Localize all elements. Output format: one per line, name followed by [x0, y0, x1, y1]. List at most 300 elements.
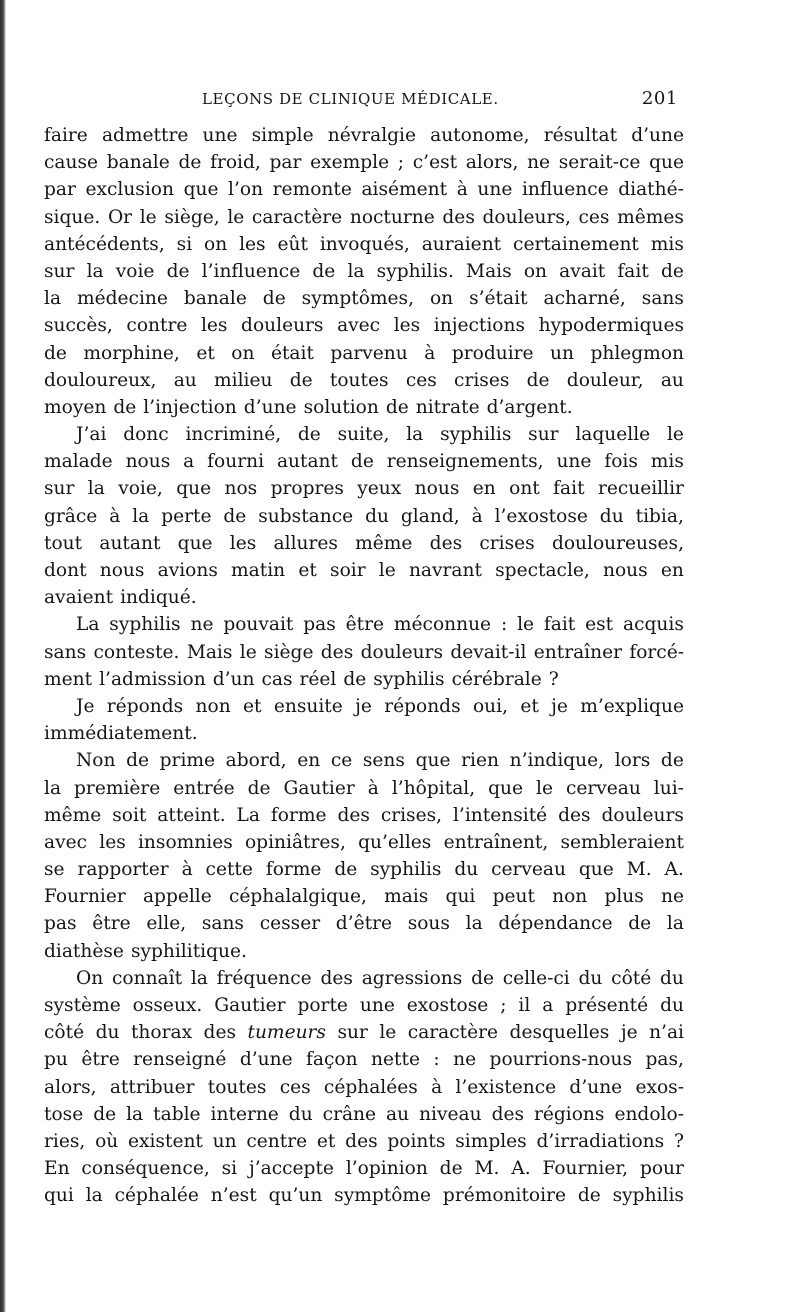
word: crises [479, 532, 535, 554]
word: M. [626, 859, 652, 881]
word: la [44, 288, 62, 310]
word: que [578, 859, 614, 881]
word: de [126, 750, 150, 772]
word: ries, [44, 1130, 86, 1152]
word: nitrate [415, 396, 480, 418]
running-head [44, 88, 684, 118]
word: réponds [384, 695, 461, 717]
word: rapporter [77, 859, 169, 881]
word: j’accepte [248, 1158, 334, 1180]
word: une [202, 125, 238, 146]
word: avaient [44, 587, 114, 609]
word: d’une [569, 1076, 623, 1098]
word: tout [44, 532, 83, 554]
word: douleurs [360, 641, 443, 663]
word: au [173, 369, 197, 391]
word: au [386, 1103, 410, 1125]
word: on [204, 233, 228, 255]
running-title: LEÇONS DE CLINIQUE MÉDICALE. [202, 90, 499, 108]
word: une [359, 995, 395, 1016]
word: des [429, 532, 463, 554]
word: médecine [77, 288, 168, 310]
word: entraînent, [443, 831, 549, 853]
word: de [44, 342, 67, 364]
word: la [86, 260, 104, 282]
word: au [660, 369, 684, 391]
word: sous [407, 913, 450, 935]
word: en [472, 478, 496, 500]
word: la [190, 967, 208, 989]
word: aisément [361, 179, 448, 201]
word: navrant [408, 560, 482, 581]
word: hypodermiques [538, 315, 684, 337]
text-line [44, 1074, 684, 1101]
word: on [429, 288, 454, 310]
word: morphine, [83, 342, 180, 364]
word: Or [107, 206, 133, 228]
word: toutes [207, 1076, 267, 1098]
word: de [343, 668, 367, 690]
word: je [551, 695, 568, 717]
word: en [297, 750, 321, 772]
word: être [345, 614, 385, 636]
word: oui, [472, 695, 508, 717]
word: ces [405, 369, 437, 391]
word: elle, [146, 913, 187, 935]
word: que [415, 750, 451, 772]
word: et [520, 695, 539, 717]
word: on [231, 342, 255, 364]
book-page [44, 88, 684, 1210]
word: m’explique [580, 695, 684, 717]
word: laquelle [575, 424, 651, 446]
word: réponds [106, 695, 184, 717]
word: eût [277, 233, 308, 255]
text-line [44, 639, 684, 666]
word: grâce [44, 505, 98, 527]
word: les [393, 315, 421, 337]
word: n’indique, [509, 750, 605, 772]
word: syphilitique. [130, 940, 247, 962]
text-line [44, 258, 684, 285]
word: céphalalgique, [228, 886, 367, 908]
word: certainement [513, 233, 639, 255]
word: forme [270, 804, 327, 826]
word: autant [99, 532, 161, 554]
word: la [347, 260, 365, 282]
word: des [203, 1022, 236, 1044]
word: Je [76, 695, 95, 717]
word: sans [641, 288, 684, 310]
word: parvenu [330, 342, 408, 364]
word: côté [611, 967, 652, 989]
word: d’irradiations [536, 1130, 665, 1152]
text-line [44, 747, 684, 774]
word: crises, [380, 804, 443, 826]
word: nous [603, 560, 648, 581]
word: douleurs [241, 315, 324, 337]
word: être [92, 913, 131, 935]
word: du [599, 505, 624, 527]
word: avec [44, 831, 88, 853]
word: des [320, 641, 354, 663]
text-line [44, 448, 684, 475]
word: du [95, 1022, 120, 1044]
word: La [76, 614, 100, 636]
text-line [44, 503, 684, 530]
word: ; [500, 995, 507, 1016]
word: produire [451, 342, 534, 364]
word: cérébrale [451, 668, 542, 690]
word: banale [106, 152, 170, 174]
word: l’on [228, 179, 264, 201]
word: que [649, 152, 684, 174]
word: serait-ce [558, 152, 641, 174]
text-line [44, 530, 684, 557]
word: le [666, 424, 684, 446]
word: ne [527, 152, 551, 174]
word: l’intensité [452, 804, 548, 826]
text-line [44, 231, 684, 258]
word: cause [44, 152, 99, 174]
word: Mais [466, 260, 512, 282]
word: entraîner [533, 641, 622, 663]
word: nous [414, 478, 460, 500]
word: rien [461, 750, 499, 772]
word: sur [528, 424, 559, 446]
word: abord, [225, 750, 287, 772]
word: forcé- [629, 641, 684, 663]
word: même [355, 532, 413, 554]
word: l’existence [455, 1076, 557, 1098]
word: caractère [407, 1022, 499, 1044]
word: à [431, 1076, 443, 1098]
word: d’une [631, 125, 684, 146]
text-line [44, 394, 684, 421]
word: si [221, 1158, 238, 1180]
word: acharné, [543, 288, 626, 310]
word: de [93, 1103, 117, 1125]
word: sans [201, 913, 244, 935]
word: d’un [212, 668, 255, 690]
word: de [289, 369, 313, 391]
word: moyen [44, 396, 107, 418]
word: le [139, 206, 157, 228]
text-line [44, 149, 684, 176]
word: du [288, 1103, 313, 1125]
word: endolo- [614, 1103, 684, 1125]
word: céphalées [323, 1076, 418, 1098]
word: ont [509, 478, 540, 500]
word: Fournier [44, 886, 126, 908]
word: fois [604, 451, 638, 473]
word: l’opinion [345, 1158, 428, 1180]
word: atteint. [157, 804, 226, 826]
word: remonte [272, 179, 352, 201]
word: l’influence [201, 260, 301, 282]
word: tibia, [635, 505, 684, 527]
text-line [44, 1046, 684, 1073]
word: succès, [44, 315, 113, 337]
word: sembleraient [560, 831, 684, 853]
word: cas [261, 668, 293, 690]
word: La [236, 804, 260, 826]
word: plus [604, 886, 644, 908]
word: symptôme [334, 1185, 432, 1207]
word: du [660, 967, 684, 989]
text-line [44, 1101, 684, 1128]
word: entrée [173, 777, 235, 799]
word: insomnies [137, 831, 233, 853]
word: que [183, 179, 219, 201]
word: ne [661, 886, 684, 908]
word: milieu [214, 369, 273, 391]
word: ne [453, 1049, 477, 1071]
word: tose [44, 1103, 84, 1125]
word: pas [303, 614, 336, 636]
word: de [471, 967, 494, 989]
word: syphilis [373, 668, 445, 690]
word: sur [44, 478, 75, 500]
word: à [367, 777, 379, 799]
text-line [44, 856, 684, 883]
word: soit [112, 804, 147, 826]
word: On [76, 967, 104, 989]
word: crâne [322, 1103, 377, 1125]
word: invoqués, [319, 233, 410, 255]
word: cerveau [565, 777, 641, 799]
word: exostose [406, 995, 489, 1016]
word: connaît [112, 967, 183, 989]
word: d’argent. [486, 396, 573, 418]
word: immédiatement. [44, 723, 198, 745]
word: la [132, 505, 150, 527]
word: il [518, 995, 531, 1016]
word: froid, [210, 152, 261, 174]
word: non [552, 886, 588, 908]
word: syphilis [612, 1185, 684, 1207]
text-line [44, 584, 684, 611]
word: centre [246, 1130, 308, 1152]
word: table [153, 1103, 201, 1125]
word: caractère [251, 206, 343, 228]
word: de [350, 451, 374, 473]
word: du [454, 859, 479, 881]
word: sique. [44, 206, 101, 228]
word: nette [371, 1049, 420, 1071]
word: de [297, 424, 321, 446]
word: de [113, 396, 137, 418]
word: avions [157, 560, 218, 581]
word: est [585, 614, 614, 636]
word: des [491, 1103, 525, 1125]
word: forme [265, 859, 322, 881]
word: névralgie [327, 125, 416, 146]
word: diathé- [618, 179, 684, 201]
text-line [44, 910, 684, 937]
word: le [239, 641, 257, 663]
word: exclusion [85, 179, 174, 201]
word: conteste. [93, 641, 180, 663]
word: ces [578, 206, 610, 228]
word: banale [183, 288, 247, 310]
word: nous [99, 560, 145, 581]
word: fait [553, 478, 585, 500]
word: celle-ci [502, 967, 570, 989]
word: mais [384, 886, 429, 908]
word: la [85, 1185, 103, 1207]
word: syphilis. [376, 260, 454, 282]
word: ne [190, 614, 214, 636]
word: attribuer [109, 1076, 195, 1098]
word: des [320, 967, 353, 989]
word: syphilis [370, 859, 442, 881]
word: M. [474, 1158, 500, 1180]
word: crises [454, 369, 510, 391]
word: toutes [329, 369, 389, 391]
word: par [269, 152, 302, 174]
word: syphilis [109, 614, 181, 636]
text-line [44, 475, 684, 502]
word: : [500, 614, 508, 636]
word: propres [270, 478, 344, 500]
word: recueillir [597, 478, 684, 500]
word: alors, [44, 1076, 97, 1098]
text-line [44, 829, 684, 856]
word: qui [445, 886, 476, 908]
word: et [298, 560, 317, 581]
word: et [196, 342, 215, 364]
text-line [44, 1182, 684, 1209]
word: à [181, 859, 193, 881]
word: porte [297, 995, 348, 1016]
word: yeux [357, 478, 402, 500]
word: ? [673, 1130, 684, 1152]
word: renseignements, [386, 451, 544, 473]
word: A. [664, 859, 684, 881]
word: admettre [101, 125, 189, 146]
word: nos [224, 478, 258, 500]
word: s’était [469, 288, 528, 310]
word: substance [258, 505, 354, 527]
word: sur [337, 1022, 368, 1044]
word: système [44, 995, 121, 1016]
text-line [44, 285, 684, 312]
word: sur [44, 260, 75, 282]
word: le [379, 1022, 397, 1044]
word: avait [559, 260, 606, 282]
word: n’est [210, 1185, 257, 1207]
word: fourni [207, 451, 265, 473]
word: lui- [653, 777, 684, 799]
word: a [542, 995, 554, 1016]
text-line [44, 421, 684, 448]
word: les [99, 831, 126, 853]
text-line [44, 1019, 684, 1046]
word: ; [397, 152, 405, 174]
word: nous [125, 451, 171, 473]
word: sans [44, 641, 87, 663]
word: côté [44, 1022, 85, 1044]
word: dépendance [498, 913, 613, 935]
word: phlegmon [590, 342, 684, 364]
word: simples [455, 1130, 527, 1152]
word: l’admission [99, 668, 206, 690]
word: cerveau [491, 859, 566, 881]
word: pu [44, 1049, 68, 1071]
word: renseigné [133, 1049, 227, 1071]
word: de [385, 396, 409, 418]
word: du [660, 995, 684, 1016]
word: douleurs [601, 804, 684, 826]
word: matin [231, 560, 286, 581]
word: du [365, 505, 389, 527]
word: les [239, 233, 266, 255]
word: exemple [310, 152, 390, 174]
word: de [312, 260, 336, 282]
word: niveau [419, 1103, 482, 1125]
word: contre [126, 315, 188, 337]
text-line [44, 312, 684, 339]
word: d’être [335, 913, 392, 935]
word: la [406, 424, 424, 446]
word: de [439, 1158, 463, 1180]
word: la [44, 777, 62, 799]
page-edge-shadow [0, 0, 6, 1312]
word: A. [511, 1158, 531, 1180]
word: nocturne [349, 206, 435, 228]
word: syphilis [440, 424, 512, 446]
word: malade [44, 451, 113, 473]
word: suite, [337, 424, 390, 446]
word: un [212, 1130, 237, 1152]
word: ces [279, 1076, 311, 1098]
text-line [44, 176, 684, 203]
word: ment [44, 668, 93, 690]
word: de [166, 260, 190, 282]
word: dont [44, 560, 87, 581]
word: de [262, 288, 286, 310]
word: de [334, 859, 358, 881]
word: méconnue [393, 614, 492, 636]
word: des [337, 804, 370, 826]
word: la [126, 1103, 144, 1125]
word: voie [115, 260, 155, 282]
word: En [44, 1158, 70, 1180]
word: devait-il [450, 641, 527, 663]
text-line [44, 367, 684, 394]
word: du [578, 967, 603, 989]
word: thorax [130, 1022, 193, 1044]
word: pas [44, 913, 77, 935]
word: une [556, 451, 592, 473]
word: à [456, 179, 468, 201]
word: influence [521, 179, 609, 201]
word: fait [617, 260, 649, 282]
text-line [44, 666, 684, 693]
text-line [44, 720, 684, 747]
word: Gautier [214, 995, 286, 1016]
word: douleurs, [482, 206, 571, 228]
word: qu’elles [358, 831, 432, 853]
word: simple [251, 125, 314, 146]
word: a [183, 451, 195, 473]
word: douloureuses, [551, 532, 684, 554]
word: c’est [412, 152, 458, 174]
word: alors, [465, 152, 519, 174]
word: symptômes, [301, 288, 415, 310]
word: le [517, 614, 535, 636]
